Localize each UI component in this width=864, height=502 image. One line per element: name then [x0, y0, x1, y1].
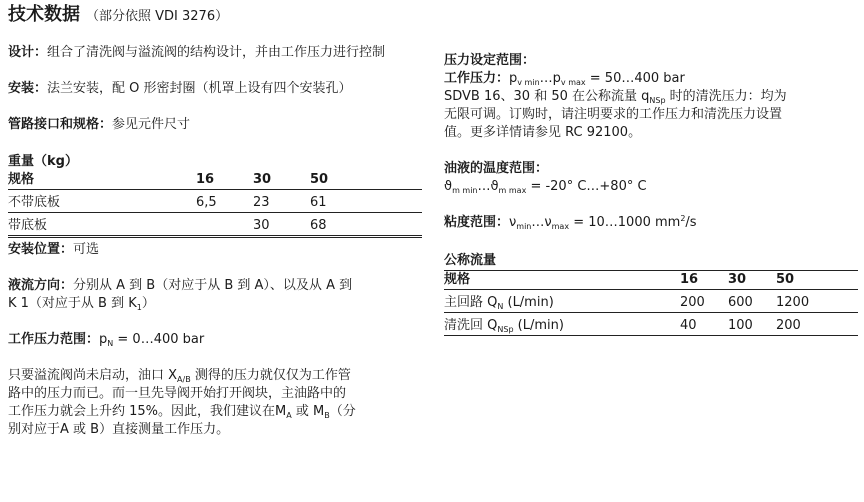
- weight-cell: 68: [310, 213, 422, 236]
- viscosity-sub-max: max: [551, 222, 570, 231]
- sdvb-sub: NSp: [649, 96, 666, 105]
- table-row: [8, 190, 422, 213]
- viscosity-line: [444, 214, 858, 232]
- flow-flush-unit: (L/min): [513, 318, 564, 333]
- pressure-mid: …p: [539, 71, 561, 86]
- flow-direction-line1: 分别从 A 到 B（对应于从 B 到 A）、以及从 A 到: [73, 278, 353, 293]
- temperature-line: [444, 178, 858, 196]
- page-title: [8, 6, 228, 26]
- temperature-sub-max: m max: [498, 186, 527, 195]
- flow-cell: 600: [728, 290, 776, 313]
- weight-cell: 23: [253, 190, 310, 213]
- operating-range-label: 工作压力范围：: [8, 332, 100, 347]
- operating-range-paragraph: [8, 331, 422, 349]
- note-line1-end: 测得的压力就仅仅为工作管: [190, 368, 351, 383]
- temperature-mid: …ϑ: [477, 179, 499, 194]
- flow-direction-line2: K 1（对应于从 B 到 K: [8, 296, 137, 311]
- design-paragraph: [8, 44, 422, 62]
- note-sub-a: A: [286, 411, 292, 420]
- right-column: [444, 52, 858, 336]
- flow-direction-sub: 1: [136, 303, 142, 312]
- weight-title: 重量（kg）: [8, 154, 78, 169]
- pressure-line: [444, 70, 858, 88]
- note-sub-b: B: [324, 411, 330, 420]
- temperature-sub-min: m min: [452, 186, 478, 195]
- flow-main-sub: N: [497, 302, 504, 311]
- note-sub-ab: A/B: [177, 375, 191, 384]
- design-label: 设计：: [8, 45, 48, 60]
- table-row: [444, 290, 858, 313]
- note-line3-end: （分: [329, 404, 356, 419]
- install-paragraph: [8, 80, 422, 98]
- left-column: [8, 44, 422, 439]
- table-row: [8, 213, 422, 236]
- flow-cell: 200: [776, 313, 858, 336]
- pressure-label: 工作压力：: [444, 71, 510, 86]
- flow-title: 公称流量: [444, 253, 497, 268]
- weight-cell: 带底板: [8, 213, 196, 236]
- flow-header-50: 50: [776, 267, 858, 290]
- sdvb-line1: SDVB 16、30 和 50 在公称流量 q: [444, 89, 650, 104]
- install-text: 法兰安装，配 O 形密封圈（机罩上设有四个安装孔）: [47, 81, 352, 96]
- operating-range-symbol: p: [99, 332, 108, 347]
- temperature-symbol: ϑ: [444, 179, 453, 194]
- flow-direction-line2-end: ）: [141, 296, 155, 311]
- flow-header-row: [444, 267, 858, 290]
- flow-cell: 1200: [776, 290, 858, 313]
- pressure-symbol: p: [509, 71, 518, 86]
- temperature-title: 油液的温度范围：: [444, 161, 549, 176]
- ports-label: 管路接口和规格：: [8, 117, 113, 132]
- pressure-value: = 50…400 bar: [585, 71, 685, 86]
- weight-cell: 不带底板: [8, 190, 196, 213]
- ports-text: 参见元件尺寸: [112, 117, 191, 132]
- viscosity-unit: /s: [685, 215, 697, 230]
- weight-table: [8, 167, 422, 236]
- note-line2: 路中的压力而已。而一旦先导阀开始打开阀块，主油路中的: [8, 386, 347, 401]
- flow-row-label: [444, 313, 680, 336]
- pressure-sub-min: v min: [517, 78, 540, 87]
- flow-row-label: [444, 290, 680, 313]
- flow-header-size: 规格: [444, 267, 680, 290]
- flow-header-16: 16: [680, 267, 728, 290]
- weight-cell: 30: [253, 213, 310, 236]
- note-line4: 别对应于A 或 B）直接测量工作压力。: [8, 422, 230, 437]
- operating-range-sub: N: [107, 339, 114, 348]
- section-divider: [8, 237, 422, 238]
- flow-flush-label: 清洗回 Q: [444, 318, 498, 333]
- weight-header-30: 30: [253, 167, 310, 190]
- weight-cell: [196, 213, 253, 236]
- flow-direction-paragraph: [8, 277, 422, 313]
- flow-main-label: 主回路 Q: [444, 295, 498, 310]
- flow-cell: 200: [680, 290, 728, 313]
- flow-main-unit: (L/min): [503, 295, 554, 310]
- sdvb-line1-end: 时的清洗压力：均为: [665, 89, 787, 104]
- mount-label: 安装位置：: [8, 242, 74, 257]
- flow-flush-sub: NSp: [497, 325, 514, 334]
- viscosity-mid: …ν: [531, 215, 552, 230]
- flow-cell: 40: [680, 313, 728, 336]
- weight-cell: 61: [310, 190, 422, 213]
- flow-header-30: 30: [728, 267, 776, 290]
- note-line3: 工作压力就会上升约 15%。因此，我们建议在M: [8, 404, 287, 419]
- install-label: 安装：: [8, 81, 48, 96]
- design-text: 组合了清洗阀与溢流阀的结构设计，并由工作压力进行控制: [47, 45, 386, 60]
- pressure-title: 压力设定范围：: [444, 53, 536, 68]
- title-main: 技术数据: [8, 4, 80, 25]
- sdvb-line3: 值。更多详情请参见 RC 92100。: [444, 125, 642, 140]
- title-sub: （部分依照 VDI 3276）: [86, 9, 229, 24]
- viscosity-value: = 10…1000 mm: [569, 215, 681, 230]
- flow-table: [444, 267, 858, 336]
- viscosity-sub-min: min: [516, 222, 532, 231]
- weight-header-50: 50: [310, 167, 422, 190]
- mount-text: 可选: [73, 242, 100, 257]
- weight-cell: 6,5: [196, 190, 253, 213]
- mount-paragraph: [8, 241, 422, 259]
- sdvb-line2: 无限可调。订购时，请注明要求的工作压力和清洗压力设置: [444, 107, 783, 122]
- viscosity-sup: 2: [680, 214, 686, 223]
- viscosity-label: 粘度范围：: [444, 215, 510, 230]
- viscosity-symbol: ν: [509, 215, 517, 230]
- pressure-sub-max: v max: [560, 78, 586, 87]
- flow-cell: 100: [728, 313, 776, 336]
- table-row: [444, 313, 858, 336]
- temperature-value: = -20° C…+80° C: [526, 179, 647, 194]
- note-paragraph: [8, 367, 422, 439]
- weight-header-16: 16: [196, 167, 253, 190]
- ports-paragraph: [8, 116, 422, 134]
- note-line1: 只要溢流阀尚未启动，油口 X: [8, 368, 178, 383]
- sdvb-paragraph: [444, 88, 858, 142]
- flow-direction-label: 液流方向：: [8, 278, 74, 293]
- operating-range-value: = 0…400 bar: [113, 332, 205, 347]
- weight-header-size: 规格: [8, 167, 196, 190]
- note-line3-mid: 或 M: [291, 404, 325, 419]
